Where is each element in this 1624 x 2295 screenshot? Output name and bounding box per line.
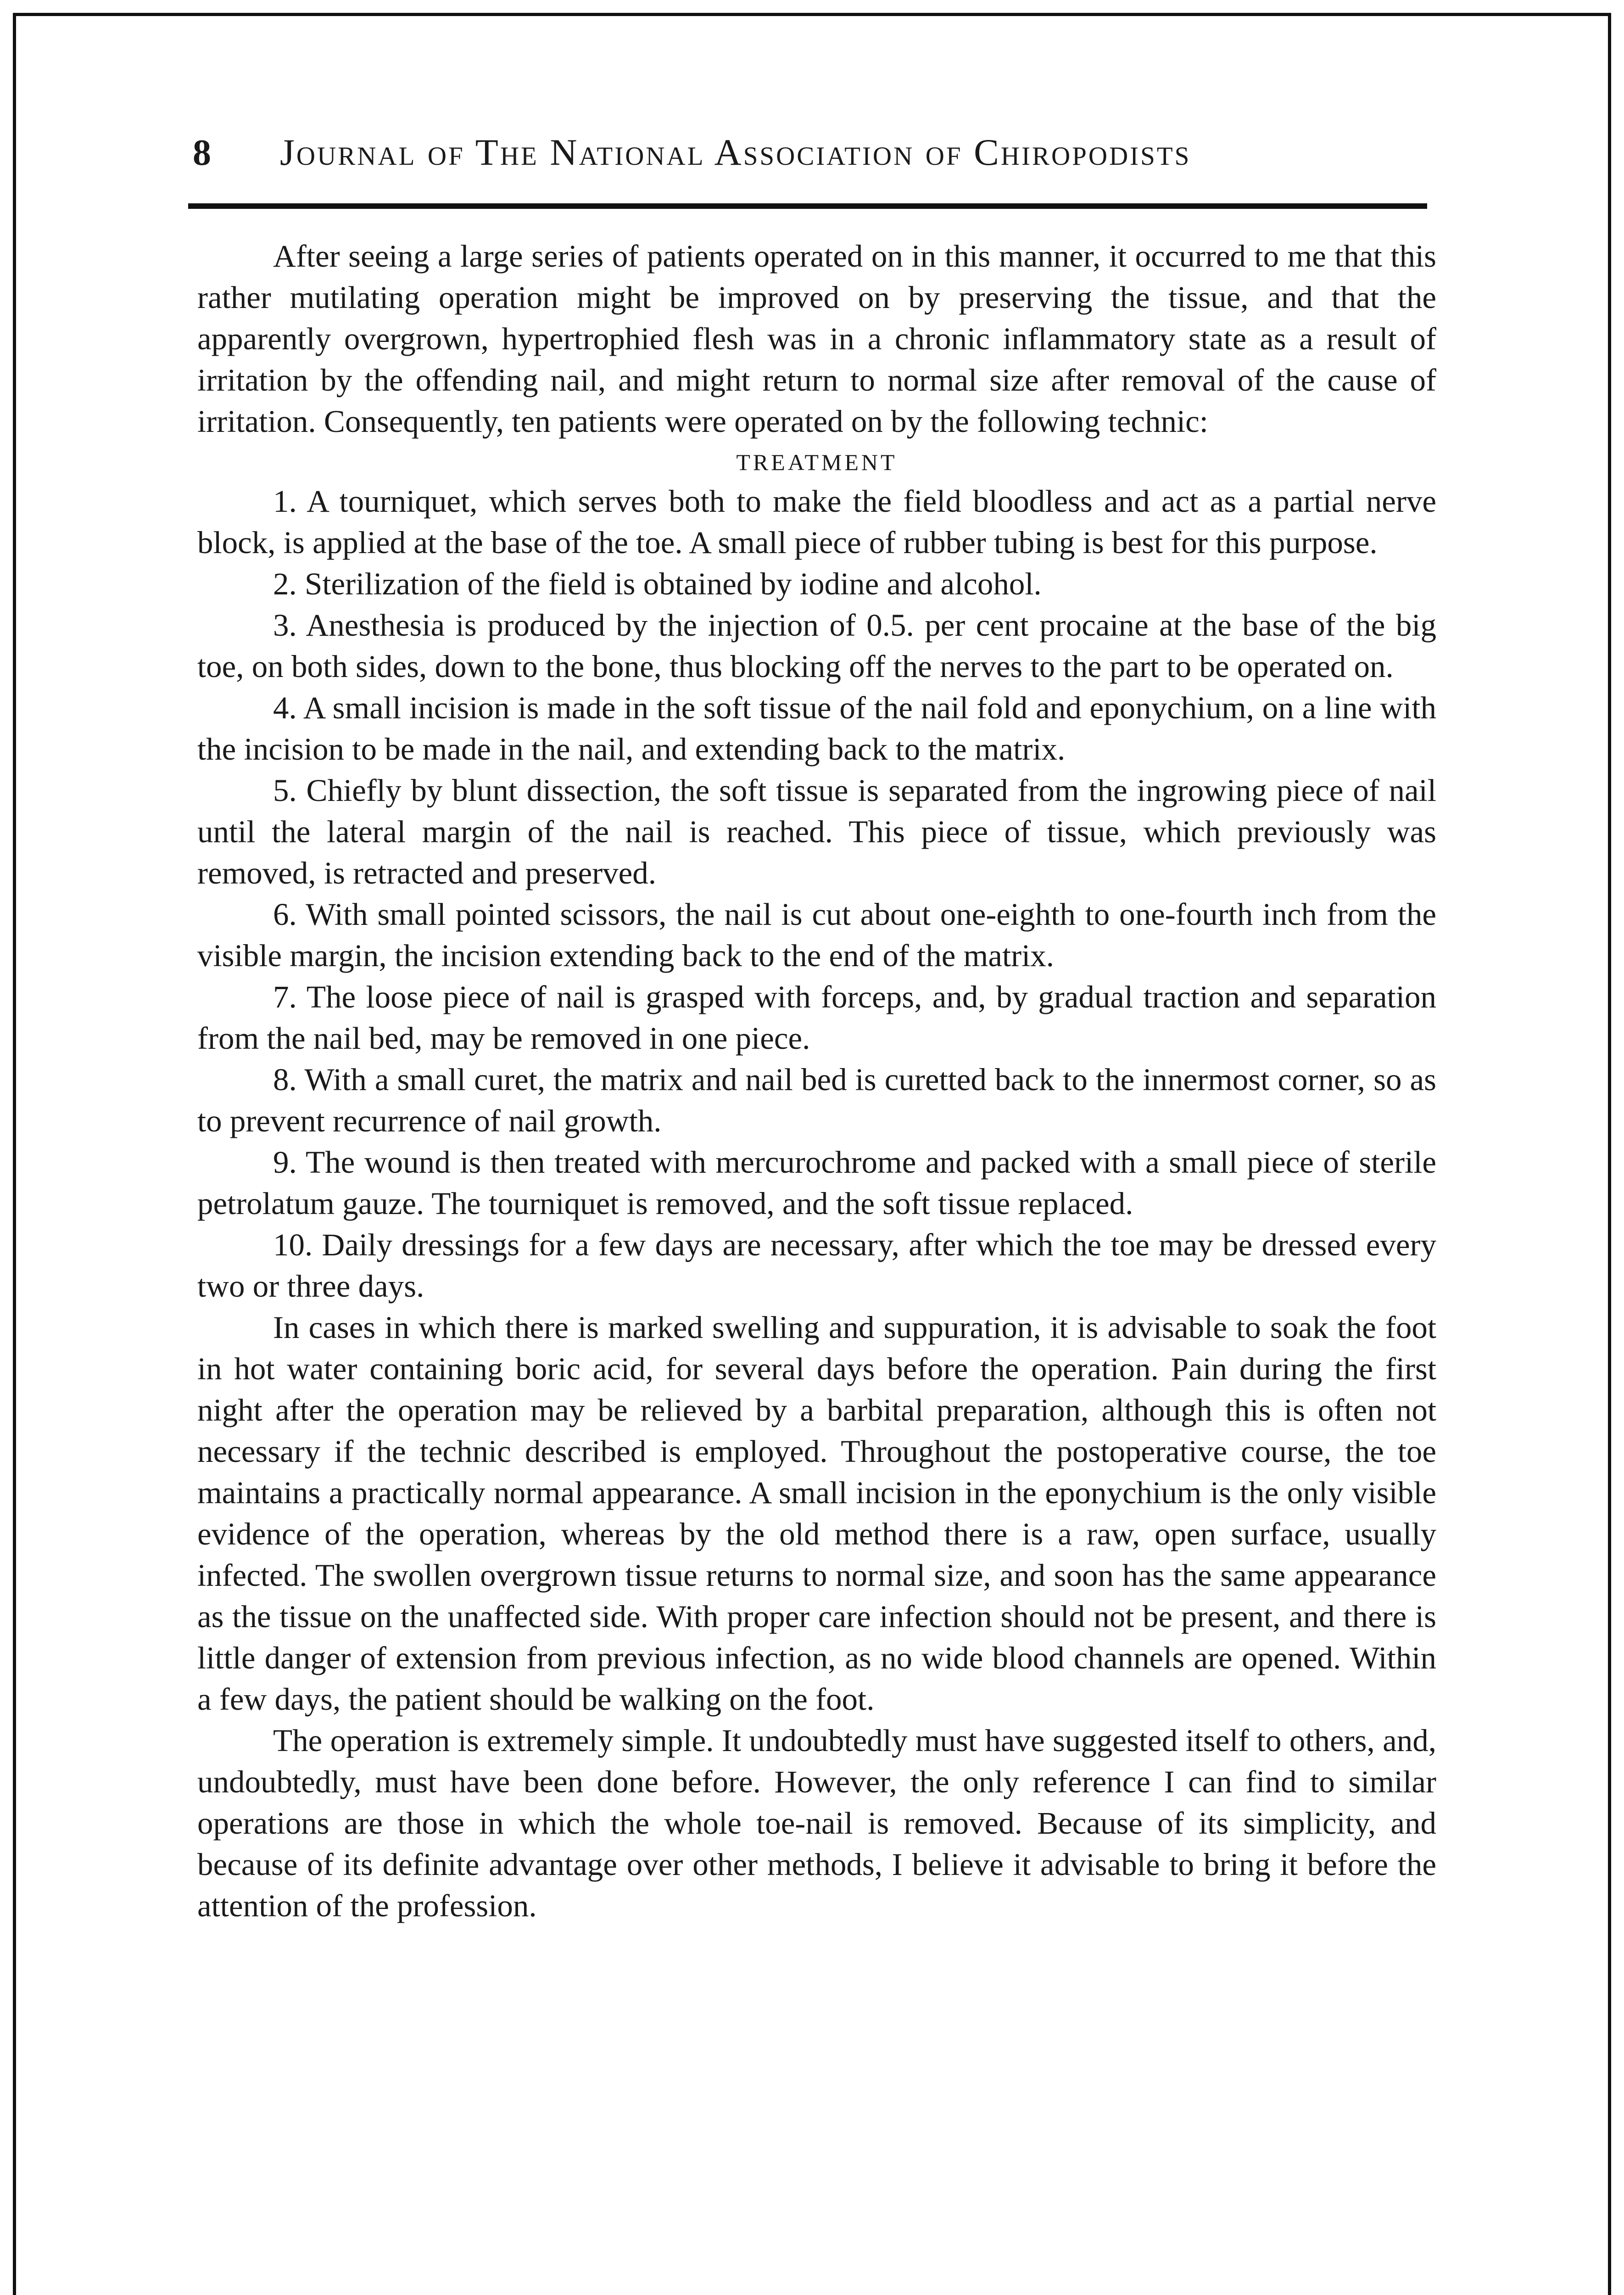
treatment-step: 7. The loose piece of nail is grasped with forceps, and, by gradual traction and separation from the nail bed, may be removed in one piece. [197, 980, 1436, 1056]
treatment-step: 5. Chiefly by blunt dissection, the soft tissue is separated from the ingrowing piece of nail until the lateral margin of the nail is reached. This piece of tissue, which previously was removed, is retracted and preserved. [197, 773, 1436, 890]
treatment-step: 1. A tourniquet, which serves both to make the field bloodless and act as a partial nerve block, is applied at the base of the toe. A small piece of rubber tubing is best for this purpose. [197, 484, 1436, 560]
page-header [193, 131, 1436, 200]
treatment-step: 3. Anesthesia is produced by the injection of 0.5. per cent procaine at the base of the big toe, on both sides, down to the bone, thus blocking off the nerves to the part to be operated on. [197, 608, 1436, 684]
running-head: Journal of The National Association of Chiropodists [280, 131, 1191, 173]
intro-paragraph: After seeing a large series of patients operated on in this manner, it occurred to me that this rather mutilating operation might be improved on by preserving the tissue, and that the apparently overgrown, hypertrophied flesh was in a chronic inflammatory state as a result of irritation by the offending nail, and might return to normal size after removal of the cause of irritation. Consequently, ten patients were operated on by the following technic: [197, 239, 1436, 439]
treatment-step: 10. Daily dressings for a few days are necessary, after which the toe may be dressed every two or three days. [197, 1227, 1436, 1304]
header-rule [188, 203, 1427, 217]
body-paragraph: In cases in which there is marked swelling and suppuration, it is advisable to soak the foot in hot water containing boric acid, for several days before the operation. Pain during the first night after the operation may be relieved by a barbital preparation, although this is often not necessary if the technic described is employed. Throughout the postoperative course, the toe maintains a practically normal appearance. A small incision in the eponychium is the only visible evidence of the operation, whereas by the old method there is a raw, open surface, usually infected. The swollen overgrown tissue returns to normal size, and soon has the same appearance as the tissue on the unaffected side. With proper care infection should not be present, and there is little danger of extension from previous infection, as no wide blood channels are opened. Within a few days, the patient should be walking on the foot. [197, 1310, 1436, 1717]
treatment-step: 4. A small incision is made in the soft tissue of the nail fold and eponychium, on a line with the incision to be made in the nail, and extending back to the matrix. [197, 690, 1436, 767]
treatment-step: 6. With small pointed scissors, the nail is cut about one-eighth to one-fourth inch from the visible margin, the incision extending back to the end of the matrix. [197, 897, 1436, 973]
section-heading: TREATMENT [736, 449, 898, 475]
treatment-step: 8. With a small curet, the matrix and nail bed is curetted back to the innermost corner, so as to prevent recurrence of nail growth. [197, 1062, 1436, 1138]
page-number: 8 [193, 133, 211, 173]
treatment-step: 9. The wound is then treated with mercurochrome and packed with a small piece of sterile petrolatum gauze. The tourniquet is removed, and the soft tissue replaced. [197, 1145, 1436, 1221]
journal-page [193, 131, 1436, 1926]
treatment-step: 2. Sterilization of the field is obtained by iodine and alcohol. [273, 566, 1042, 601]
article-body [197, 235, 1436, 1926]
body-paragraph: The operation is extremely simple. It undoubtedly must have suggested itself to others, and, undoubtedly, must have been done before. However, the only reference I can find to similar operations are those in which the whole toe-nail is removed. Because of its simplicity, and because of its definite advantage over other methods, I believe it advisable to bring it before the attention of the profession. [197, 1723, 1436, 1923]
